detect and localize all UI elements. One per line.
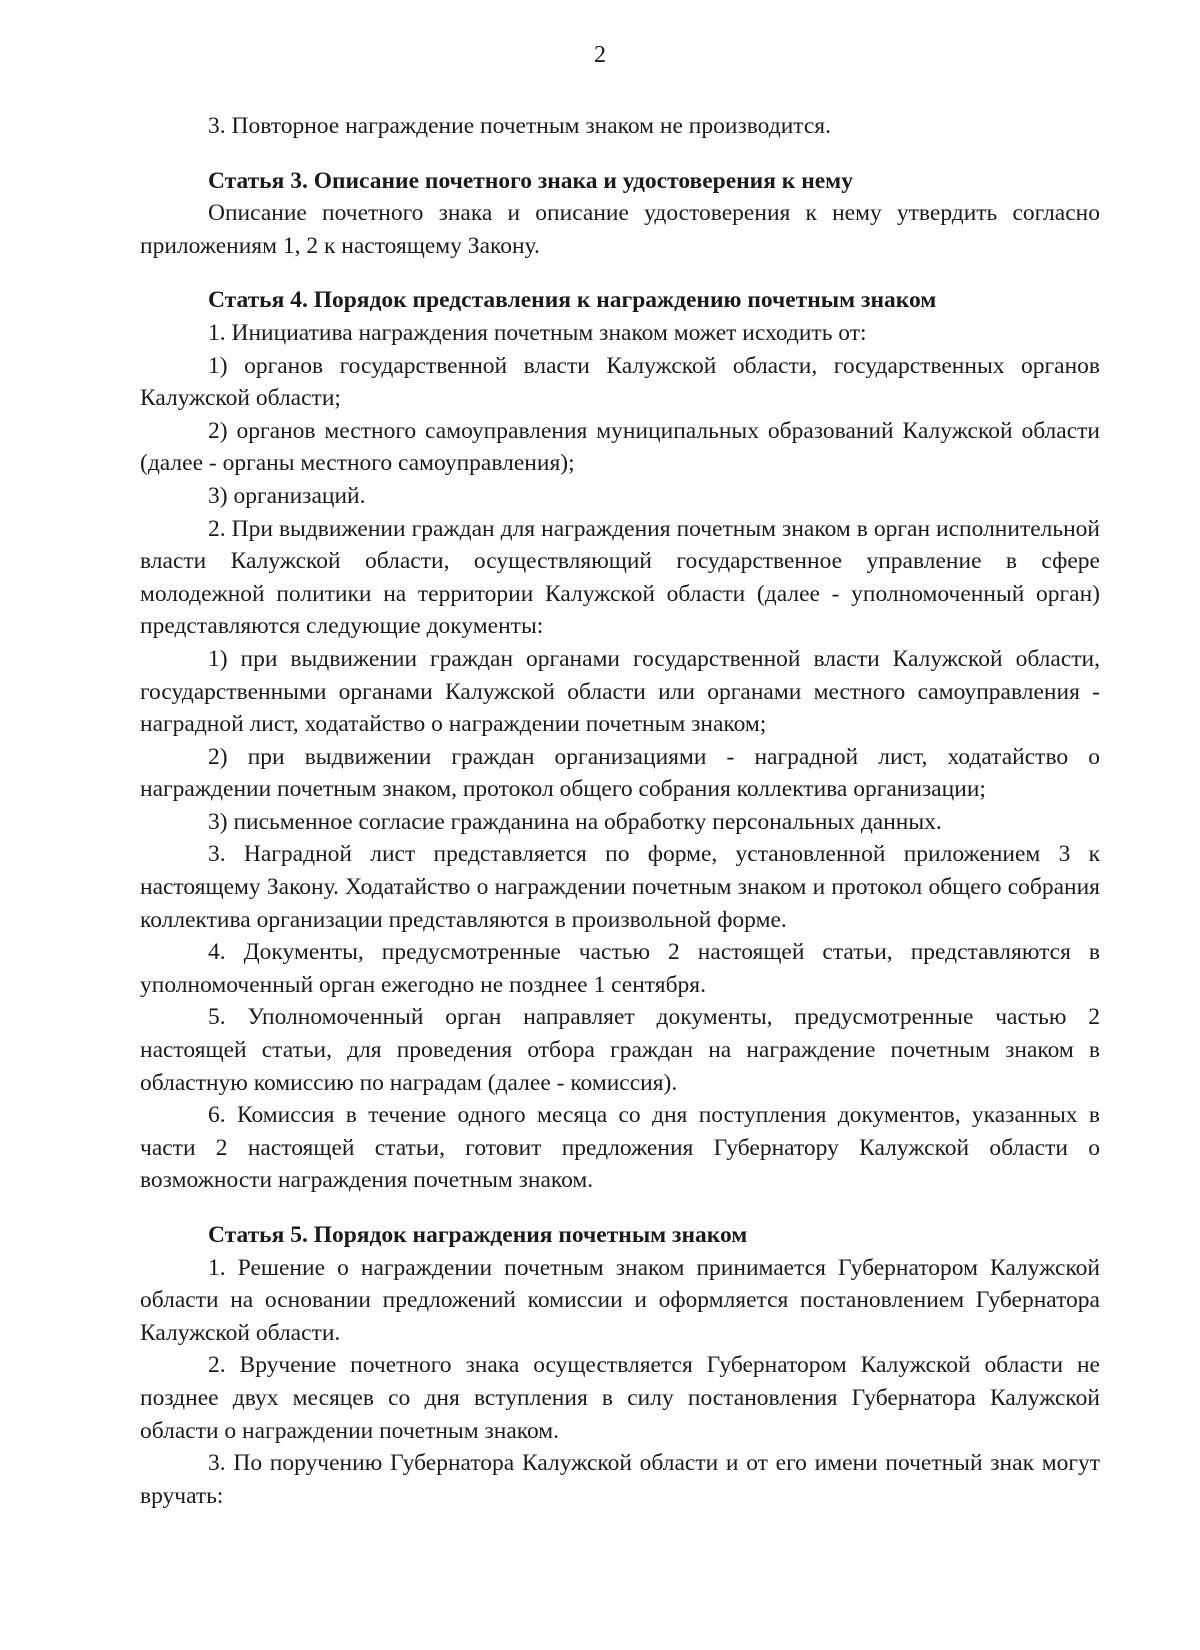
article-4-paragraph: 5. Уполномоченный орган направляет документы, предусмотренные частью 2 настоящей статьи, для проведения отбора граждан на награждение почетным знаком в областную комиссию по наградам (далее - комиссия).: [140, 1004, 1100, 1096]
article-4-paragraph: 1) при выдвижении граждан органами государственной власти Калужской области, государственными органами Калужской области или органами местного самоуправления - наградной лист, ходатайство о награждении почетным знаком;: [140, 645, 1100, 738]
article-4-paragraph: 4. Документы, предусмотренные частью 2 настоящей статьи, представляются в уполномоченный орган ежегодно не позднее 1 сентября.: [140, 939, 1100, 998]
document-body: [140, 110, 1100, 1512]
article-5-paragraph: 2. Вручение почетного знака осуществляется Губернатором Калужской области не позднее двух месяцев со дня вступления в силу постановления Губернатора Калужской области о награждении почетным знаком.: [140, 1352, 1100, 1444]
article-4-paragraph: 1. Инициатива награждения почетным знаком может исходить от:: [208, 319, 867, 346]
article-4-paragraph: 1) органов государственной власти Калужской области, государственных органов Калужской области;: [140, 352, 1100, 412]
article-4-paragraph: 3) организаций.: [208, 482, 366, 509]
article-3-heading: Статья 3. Описание почетного знака и удостоверения к нему: [208, 167, 853, 194]
article-4-paragraph: 2. При выдвижении граждан для награждения почетным знаком в орган исполнительной власти Калужской области, осуществляющий государственное управление в сфере молодежной политики на территории Калужской области (далее - уполномоченный орган) представляются следующие документы:: [140, 515, 1100, 640]
paragraph-no-repeat-award: 3. Повторное награждение почетным знаком не производится.: [208, 113, 831, 139]
article-4-paragraph: 3) письменное согласие гражданина на обработку персональных данных.: [208, 808, 942, 835]
article-5-paragraph: 3. По поручению Губернатора Калужской области и от его имени почетный знак могут вручать:: [140, 1450, 1100, 1509]
page-number: 2: [594, 42, 606, 68]
article-4-paragraph: 3. Наградной лист представляется по форме, установленной приложением 3 к настоящему Закону. Ходатайство о награждении почетным знаком и протокол общего собрания коллектива организации представляются в произвольной форме.: [140, 841, 1100, 933]
article-4-paragraph: 6. Комиссия в течение одного месяца со дня поступления документов, указанных в части 2 настоящей статьи, готовит предложения Губернатору Калужской области о возможности награждения почетным знаком.: [140, 1102, 1100, 1194]
article-4-paragraph: 2) органов местного самоуправления муниципальных образований Калужской области (далее - органы местного самоуправления);: [140, 417, 1100, 477]
article-4-paragraph: 2) при выдвижении граждан организациями - наградной лист, ходатайство о награждении почетным знаком, протокол общего собрания коллектива организации;: [140, 743, 1100, 803]
article-3-paragraph: Описание почетного знака и описание удостоверения к нему утвердить согласно приложениям 1, 2 к настоящему Закону.: [140, 200, 1100, 259]
article-5-paragraph: 1. Решение о награждении почетным знаком принимается Губернатором Калужской области на основании предложений комиссии и оформляется постановлением Губернатора Калужской области.: [140, 1254, 1100, 1346]
section-gap: [140, 1197, 1100, 1219]
article-4-heading: Статья 4. Порядок представления к награждению почетным знаком: [208, 287, 937, 314]
article-5-heading: Статья 5. Порядок награждения почетным знаком: [208, 1222, 748, 1248]
section-gap: [140, 262, 1100, 284]
section-gap: [140, 143, 1100, 165]
